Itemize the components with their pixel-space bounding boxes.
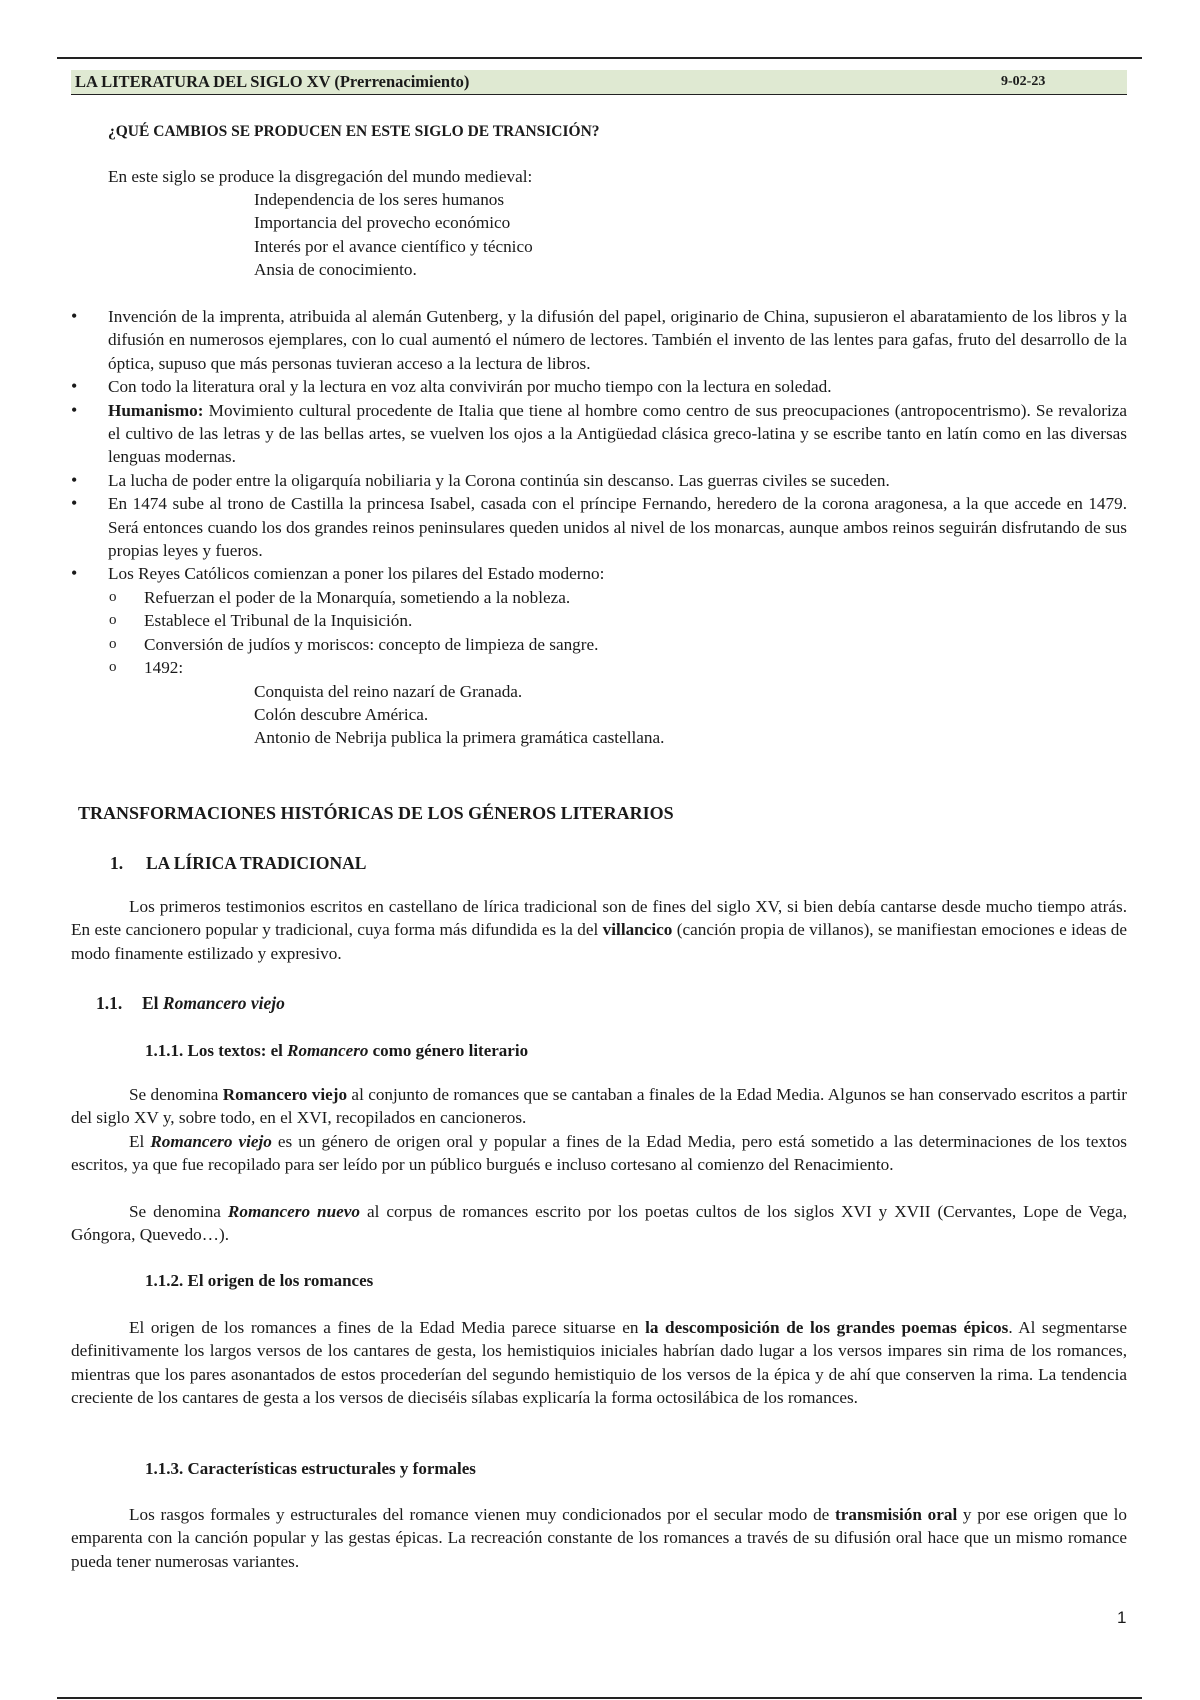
heading-lirica <box>110 852 366 875</box>
paragraph-caracteristicas <box>71 1503 1127 1573</box>
bold-term: Romancero viejo <box>150 1132 272 1151</box>
text-run: Se denomina <box>129 1085 223 1104</box>
list-item: Colón descubre América. <box>254 704 429 724</box>
paragraph-lirica <box>71 895 1127 965</box>
text-run: y por ese origen que lo emparenta con la canción popular y las gestas épicas. La recreación constante de los romances a través de su difusión oral hace que un mismo romance pueda tener numerosas variantes. <box>71 1505 1127 1571</box>
bullet-reyes <box>71 562 1127 749</box>
document-date: 9-02-23 <box>1001 74 1046 89</box>
heading-text: como género literario <box>368 1041 529 1060</box>
heading-emphasis: Romancero <box>287 1041 369 1060</box>
list-item: Ansia de conocimiento. <box>254 260 417 280</box>
medieval-changes-list <box>254 188 533 282</box>
bullet-oral: • Con todo la literatura oral y la lectura en voz alta convivirán por mucho tiempo con la lectura en soledad. <box>71 375 1127 398</box>
reyes-sub-list <box>71 586 1127 680</box>
text-run: . Al segmentarse definitivamente los largos versos de los cantares de gesta, los hemistiquios iniciales habrían dado lugar a los versos impares sin rima de los romances, mientras que los pares asonantados de estos procederían del segundo hemistiquio de los versos de la épica y de ahí que conserven la rima. La tendencia creciente de los cantares de gesta a los versos de dieciséis sílabas explicaría la forma octosilábica de los romances. <box>71 1318 1127 1408</box>
list-item: Antonio de Nebrija publica la primera gramática castellana. <box>254 728 665 748</box>
page-number: 1 <box>1117 1608 1127 1627</box>
humanismo-text: Movimiento cultural procedente de Italia que tiene al hombre como centro de sus preocupaciones (antropocentrismo). Se revaloriza el cultivo de las letras y de las bellas artes, se vuelven los ojos a la Antigüedad clásica greco-latina y se escribe tanto en latín como en las diversas lenguas modernas. <box>108 400 1127 467</box>
bold-term: villancico <box>602 920 673 940</box>
bold-term: Romancero nuevo <box>227 1202 360 1221</box>
paragraph-romancero-nuevo <box>71 1200 1127 1247</box>
heading-emphasis: Romancero viejo <box>162 993 285 1013</box>
sub-item: o Conversión de judíos y moriscos: concepto de limpieza de sangre. <box>71 633 1127 656</box>
text-run: al corpus de romances escrito por los poetas cultos de los siglos XVI y XVII (Cervantes, Lope de Vega, Góngora, Quevedo…). <box>71 1202 1128 1245</box>
heading-origen: 1.1.2. El origen de los romances <box>145 1271 374 1290</box>
paragraph-romancero-viejo <box>71 1083 1127 1130</box>
text-run: (canción propia de villanos), se manifiestan emociones e ideas de modo finamente estilizado y expresivo. <box>71 920 1127 963</box>
text-run: El origen de los romances a fines de la Edad Media parece situarse en <box>129 1318 646 1337</box>
sub-item: o Refuerzan el poder de la Monarquía, sometiendo a la nobleza. <box>71 586 1127 609</box>
top-rule <box>57 57 1142 59</box>
sub-item: o 1492: <box>71 656 1127 679</box>
heading-number: 1. <box>110 853 124 873</box>
heading-text: LA LÍRICA TRADICIONAL <box>146 853 367 873</box>
bold-term: transmisión oral <box>835 1505 958 1524</box>
paragraph-romancero-genero <box>71 1130 1127 1177</box>
reyes-text: Los Reyes Católicos comienzan a poner los pilares del Estado moderno: <box>108 564 605 584</box>
list-item: Independencia de los seres humanos <box>254 190 505 209</box>
bottom-rule <box>57 1697 1142 1699</box>
bullet-imprenta: • Invención de la imprenta, atribuida al alemán Gutenberg, y la difusión del papel, originario de China, supusieron el abaratamiento de los libros y la difusión en numerosos ejemplares, con lo cual aumentó el número de lectores. También el invento de las lentes para gafas, fruto del desarrollo de la óptica, supuso que más personas tuvieran acceso a la lectura de libros. <box>71 305 1127 375</box>
bullet-lucha: • La lucha de poder entre la oligarquía nobiliaria y la Corona continúa sin descanso. Las guerras civiles se suceden. <box>71 469 1127 492</box>
text-run: Los primeros testimonios escritos en castellano de lírica tradicional son de fines del siglo XV, si bien debía cantarse desde mucho tiempo atrás. En este cancionero popular y tradicional, cuya forma más difundida es la del <box>71 897 1127 940</box>
bullet-isabel: • En 1474 sube al trono de Castilla la princesa Isabel, casada con el príncipe Fernando, heredero de la corona aragonesa, a la que accede en 1479. Será entonces cuando los dos grandes reinos peninsulares queden unidos al nivel de los monarcas, aunque ambos reinos seguirán disfrutando de sus propias leyes y fueros. <box>71 492 1127 562</box>
sub-item: o Establece el Tribunal de la Inquisición. <box>71 609 1127 632</box>
heading-caracteristicas: 1.1.3. Características estructurales y formales <box>145 1459 476 1478</box>
heading-text: El <box>142 993 163 1013</box>
bullet-humanismo <box>71 399 1127 469</box>
year-1492-list <box>108 680 1127 750</box>
heading-text: 1.1.1. Los textos: el <box>145 1041 288 1060</box>
text-run: Se denomina <box>129 1202 228 1221</box>
humanismo-term: Humanismo: <box>108 400 204 420</box>
text-run: al conjunto de romances que se cantaban a finales de la Edad Media. Algunos se han conservado escritos a partir del siglo XV y, sobre todo, en el XVI, recopilados en cancioneros. <box>71 1085 1127 1128</box>
bullet-list <box>71 305 1127 750</box>
heading-romancero-viejo <box>96 992 285 1015</box>
list-item: Importancia del provecho económico <box>254 213 511 233</box>
heading-number: 1.1. <box>96 993 123 1013</box>
paragraph-origen <box>71 1316 1127 1410</box>
section-title: TRANSFORMACIONES HISTÓRICAS DE LOS GÉNEROS LITERARIOS <box>78 803 674 823</box>
text-run: El <box>129 1132 151 1151</box>
document-title: LA LITERATURA DEL SIGLO XV (Prerrenacimiento) <box>75 72 470 91</box>
bold-term: la descomposición de los grandes poemas épicos <box>645 1318 1009 1337</box>
text-run: es un género de origen oral y popular a fines de la Edad Media, pero está sometido a las determinaciones de los textos escritos, ya que fue recopilado para ser leído por un público burgués e incluso cortesano al comienzo del Renacimiento. <box>71 1132 1127 1175</box>
document-header <box>71 70 1127 95</box>
question-heading: ¿QUÉ CAMBIOS SE PRODUCEN EN ESTE SIGLO DE TRANSICIÓN? <box>108 123 600 140</box>
bold-term: Romancero viejo <box>222 1085 348 1104</box>
text-run: Los rasgos formales y estructurales del romance vienen muy condicionados por el secular modo de <box>129 1505 836 1524</box>
intro-text: En este siglo se produce la disgregación del mundo medieval: <box>108 167 533 186</box>
heading-textos <box>145 1039 528 1062</box>
list-item: Conquista del reino nazarí de Granada. <box>254 681 523 701</box>
list-item: Interés por el avance científico y técnico <box>254 236 533 256</box>
